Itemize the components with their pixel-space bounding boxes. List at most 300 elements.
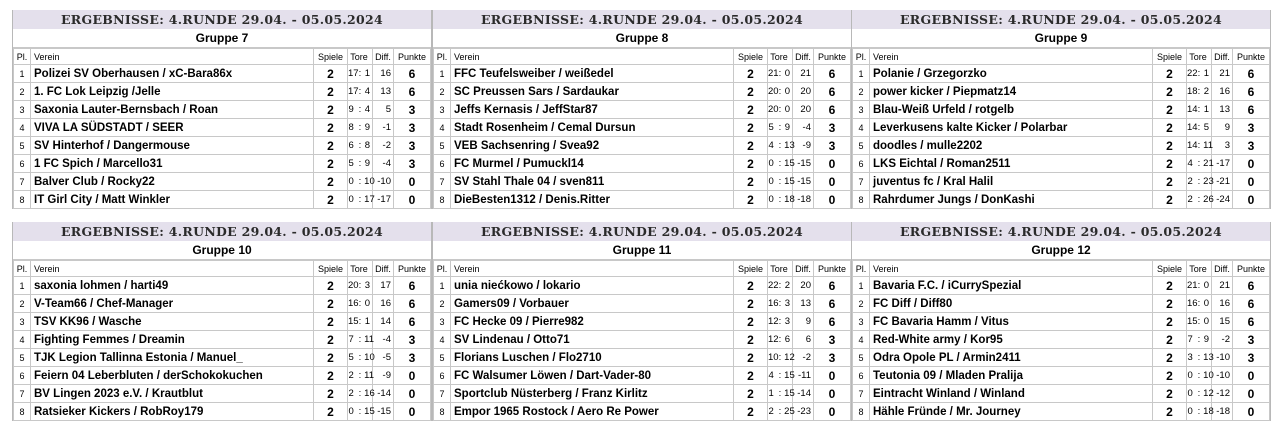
- points-cell: 3: [394, 101, 431, 119]
- goals-for: 15: [1187, 313, 1195, 331]
- team-name: Ratsieker Kickers / RobRoy179: [31, 403, 314, 421]
- games-cell: 2: [734, 137, 768, 155]
- goals-separator: :: [776, 313, 784, 331]
- goals-separator: :: [776, 331, 784, 349]
- goals-for: 12: [768, 331, 776, 349]
- goals-for: 22: [1187, 65, 1195, 83]
- table-row: [434, 83, 851, 101]
- goals-against: 16: [364, 385, 372, 403]
- rank-cell: 8: [434, 191, 451, 209]
- goals-for: 21: [768, 65, 776, 83]
- team-name: 1 FC Spich / Marcello31: [31, 155, 314, 173]
- rank-cell: 8: [14, 403, 31, 421]
- team-name: BV Lingen 2023 e.V. / Krautblut: [31, 385, 314, 403]
- goals-for: 1: [768, 385, 776, 403]
- table-row: [434, 65, 851, 83]
- rank-cell: 4: [853, 331, 870, 349]
- points-cell: 3: [814, 349, 851, 367]
- games-cell: 2: [1153, 101, 1187, 119]
- games-cell: 2: [734, 155, 768, 173]
- diff-cell: 14: [373, 313, 394, 331]
- points-cell: 0: [814, 155, 851, 173]
- col-punkte: Punkte: [814, 261, 851, 277]
- goals-against: 5: [1203, 119, 1211, 137]
- team-name: 1. FC Lok Leipzig /Jelle: [31, 83, 314, 101]
- goals-separator: :: [776, 155, 784, 173]
- diff-cell: -24: [1212, 191, 1233, 209]
- column-header-row: [853, 49, 1270, 65]
- goals-against: 15: [784, 385, 792, 403]
- diff-cell: 6: [793, 331, 814, 349]
- team-name: Polanie / Grzegorzko: [870, 65, 1153, 83]
- goals-for: 0: [1187, 367, 1195, 385]
- goals-separator: :: [1195, 367, 1203, 385]
- points-cell: 6: [814, 83, 851, 101]
- diff-cell: -10: [1212, 367, 1233, 385]
- games-cell: 2: [314, 349, 348, 367]
- standings-table: [13, 260, 431, 421]
- goals-against: 21: [1203, 155, 1211, 173]
- rank-cell: 8: [853, 191, 870, 209]
- col-diff: Diff.: [793, 49, 814, 65]
- goals-for: 10: [768, 349, 776, 367]
- results-header: ERGEBNISSE: 4.RUNDE 29.04. - 05.05.2024: [433, 10, 851, 30]
- goals-separator: :: [1195, 155, 1203, 173]
- goals-against: 2: [1203, 83, 1211, 101]
- points-cell: 0: [1233, 385, 1270, 403]
- table-row: [853, 295, 1270, 313]
- games-cell: 2: [1153, 137, 1187, 155]
- table-row: [853, 137, 1270, 155]
- table-row: [853, 65, 1270, 83]
- diff-cell: -12: [1212, 385, 1233, 403]
- goals-separator: :: [356, 137, 364, 155]
- goals-against: 3: [364, 277, 372, 295]
- table-row: [434, 119, 851, 137]
- games-cell: 2: [1153, 191, 1187, 209]
- games-cell: 2: [314, 403, 348, 421]
- goals-for: 20: [768, 83, 776, 101]
- goals-separator: :: [776, 367, 784, 385]
- team-name: FC Diff / Diff80: [870, 295, 1153, 313]
- diff-cell: 16: [1212, 83, 1233, 101]
- goals-for: 4: [1187, 155, 1195, 173]
- goals-separator: :: [776, 173, 784, 191]
- points-cell: 0: [394, 191, 431, 209]
- rank-cell: 1: [434, 277, 451, 295]
- col-spiele: Spiele: [314, 261, 348, 277]
- goals-separator: :: [1195, 119, 1203, 137]
- group-panel: [851, 222, 1271, 421]
- team-name: saxonia lohmen / harti49: [31, 277, 314, 295]
- games-cell: 2: [1153, 65, 1187, 83]
- goals-against: 11: [364, 367, 372, 385]
- rank-cell: 2: [434, 83, 451, 101]
- diff-cell: 3: [1212, 137, 1233, 155]
- games-cell: 2: [1153, 83, 1187, 101]
- team-name: juventus fc / Kral Halil: [870, 173, 1153, 191]
- points-cell: 6: [1233, 313, 1270, 331]
- team-name: Stadt Rosenheim / Cemal Dursun: [451, 119, 734, 137]
- rank-cell: 3: [14, 313, 31, 331]
- column-header-row: [14, 49, 431, 65]
- goals-for: 16: [1187, 295, 1195, 313]
- table-row: [434, 173, 851, 191]
- col-diff: Diff.: [373, 261, 394, 277]
- col-verein: Verein: [870, 49, 1153, 65]
- table-row: [434, 295, 851, 313]
- rank-cell: 8: [853, 403, 870, 421]
- goals-against: 12: [1203, 385, 1211, 403]
- table-row: [14, 277, 431, 295]
- points-cell: 6: [814, 295, 851, 313]
- diff-cell: 5: [373, 101, 394, 119]
- table-row: [434, 331, 851, 349]
- games-cell: 2: [734, 277, 768, 295]
- goals-for: 0: [348, 173, 356, 191]
- group-panel: [432, 222, 852, 421]
- goals-for: 21: [1187, 277, 1195, 295]
- table-row: [434, 137, 851, 155]
- diff-cell: 16: [373, 295, 394, 313]
- games-cell: 2: [734, 331, 768, 349]
- goals-against: 4: [364, 101, 372, 119]
- rank-cell: 7: [853, 173, 870, 191]
- diff-cell: -21: [1212, 173, 1233, 191]
- col-pl: Pl.: [853, 49, 870, 65]
- games-cell: 2: [1153, 385, 1187, 403]
- diff-cell: -10: [373, 173, 394, 191]
- rank-cell: 7: [434, 173, 451, 191]
- goals-against: 6: [784, 331, 792, 349]
- goals-separator: :: [1195, 101, 1203, 119]
- games-cell: 2: [314, 295, 348, 313]
- diff-cell: -2: [793, 349, 814, 367]
- goals-separator: :: [1195, 65, 1203, 83]
- col-punkte: Punkte: [394, 49, 431, 65]
- group-title: Gruppe 11: [433, 242, 851, 260]
- goals-for: 0: [768, 155, 776, 173]
- goals-against: 26: [1203, 191, 1211, 209]
- rank-cell: 5: [434, 349, 451, 367]
- diff-cell: -15: [793, 155, 814, 173]
- goals-against: 0: [784, 65, 792, 83]
- group-title: Gruppe 12: [852, 242, 1270, 260]
- goals-against: 11: [1203, 137, 1211, 155]
- games-cell: 2: [1153, 119, 1187, 137]
- goals-against: 9: [364, 155, 372, 173]
- rank-cell: 3: [853, 313, 870, 331]
- games-cell: 2: [734, 101, 768, 119]
- goals-against: 15: [784, 367, 792, 385]
- rank-cell: 7: [14, 385, 31, 403]
- goals-against: 10: [364, 349, 372, 367]
- goals-separator: :: [356, 155, 364, 173]
- goals-against: 23: [1203, 173, 1211, 191]
- col-verein: Verein: [870, 261, 1153, 277]
- col-spiele: Spiele: [734, 49, 768, 65]
- team-name: Hähle Fründe / Mr. Journey: [870, 403, 1153, 421]
- goals-separator: :: [356, 313, 364, 331]
- rank-cell: 8: [14, 191, 31, 209]
- goals-against: 15: [364, 403, 372, 421]
- team-name: V-Team66 / Chef-Manager: [31, 295, 314, 313]
- group-title: Gruppe 10: [13, 242, 431, 260]
- team-name: Eintracht Winland / Winland: [870, 385, 1153, 403]
- goals-separator: :: [776, 295, 784, 313]
- table-row: [853, 191, 1270, 209]
- goals-for: 7: [1187, 331, 1195, 349]
- games-cell: 2: [314, 137, 348, 155]
- points-cell: 6: [1233, 65, 1270, 83]
- table-row: [14, 403, 431, 421]
- goals-separator: :: [1195, 313, 1203, 331]
- goals-separator: :: [1195, 83, 1203, 101]
- diff-cell: 13: [1212, 101, 1233, 119]
- games-cell: 2: [734, 173, 768, 191]
- diff-cell: -17: [1212, 155, 1233, 173]
- goals-against: 13: [1203, 349, 1211, 367]
- table-row: [853, 155, 1270, 173]
- standings-table: [433, 48, 851, 209]
- rank-cell: 6: [853, 367, 870, 385]
- points-cell: 0: [394, 173, 431, 191]
- goals-against: 1: [1203, 65, 1211, 83]
- team-name: Rahrdumer Jungs / DonKashi: [870, 191, 1153, 209]
- goals-for: 14: [1187, 137, 1195, 155]
- points-cell: 6: [814, 101, 851, 119]
- col-pl: Pl.: [14, 261, 31, 277]
- table-row: [434, 385, 851, 403]
- diff-cell: -10: [1212, 349, 1233, 367]
- col-diff: Diff.: [1212, 261, 1233, 277]
- diff-cell: -4: [373, 331, 394, 349]
- table-row: [853, 403, 1270, 421]
- goals-for: 16: [768, 295, 776, 313]
- games-cell: 2: [734, 403, 768, 421]
- diff-cell: 21: [1212, 277, 1233, 295]
- table-row: [434, 403, 851, 421]
- points-cell: 3: [1233, 331, 1270, 349]
- goals-separator: :: [1195, 173, 1203, 191]
- points-cell: 0: [814, 403, 851, 421]
- rank-cell: 2: [14, 295, 31, 313]
- team-name: Gamers09 / Vorbauer: [451, 295, 734, 313]
- goals-for: 4: [768, 137, 776, 155]
- col-pl: Pl.: [434, 49, 451, 65]
- games-cell: 2: [314, 331, 348, 349]
- column-header-row: [853, 261, 1270, 277]
- games-cell: 2: [1153, 367, 1187, 385]
- diff-cell: 13: [793, 295, 814, 313]
- points-cell: 0: [814, 191, 851, 209]
- table-row: [14, 385, 431, 403]
- team-name: doodles / mulle2202: [870, 137, 1153, 155]
- rank-cell: 5: [14, 137, 31, 155]
- goals-against: 17: [364, 191, 372, 209]
- group-title: Gruppe 9: [852, 30, 1270, 48]
- goals-against: 10: [364, 173, 372, 191]
- column-header-row: [434, 261, 851, 277]
- results-header: ERGEBNISSE: 4.RUNDE 29.04. - 05.05.2024: [13, 222, 431, 242]
- goals-for: 2: [1187, 191, 1195, 209]
- diff-cell: -2: [373, 137, 394, 155]
- goals-for: 5: [348, 155, 356, 173]
- diff-cell: 20: [793, 101, 814, 119]
- games-cell: 2: [314, 385, 348, 403]
- goals-for: 2: [348, 367, 356, 385]
- team-name: Blau-Weiß Urfeld / rotgelb: [870, 101, 1153, 119]
- rank-cell: 7: [14, 173, 31, 191]
- rank-cell: 4: [434, 119, 451, 137]
- column-header-row: [434, 49, 851, 65]
- diff-cell: 15: [1212, 313, 1233, 331]
- goals-separator: :: [356, 173, 364, 191]
- goals-for: 15: [348, 313, 356, 331]
- team-name: Jeffs Kernasis / JeffStar87: [451, 101, 734, 119]
- points-cell: 6: [394, 83, 431, 101]
- team-name: SV Lindenau / Otto71: [451, 331, 734, 349]
- rank-cell: 1: [14, 65, 31, 83]
- col-punkte: Punkte: [814, 49, 851, 65]
- rank-cell: 6: [14, 155, 31, 173]
- games-cell: 2: [734, 83, 768, 101]
- games-cell: 2: [314, 83, 348, 101]
- standings-table: [852, 260, 1270, 421]
- goals-against: 0: [784, 83, 792, 101]
- goals-separator: :: [1195, 191, 1203, 209]
- goals-against: 8: [364, 137, 372, 155]
- team-name: Balver Club / Rocky22: [31, 173, 314, 191]
- rank-cell: 2: [853, 83, 870, 101]
- games-cell: 2: [1153, 155, 1187, 173]
- goals-for: 2: [1187, 173, 1195, 191]
- games-cell: 2: [314, 65, 348, 83]
- goals-separator: :: [1195, 295, 1203, 313]
- goals-for: 14: [1187, 119, 1195, 137]
- rank-cell: 5: [853, 137, 870, 155]
- goals-separator: :: [1195, 349, 1203, 367]
- diff-cell: 9: [793, 313, 814, 331]
- points-cell: 6: [394, 277, 431, 295]
- team-name: FC Hecke 09 / Pierre982: [451, 313, 734, 331]
- diff-cell: -18: [793, 191, 814, 209]
- table-row: [14, 155, 431, 173]
- diff-cell: 21: [1212, 65, 1233, 83]
- rank-cell: 2: [853, 295, 870, 313]
- col-verein: Verein: [31, 261, 314, 277]
- team-name: SV Hinterhof / Dangermouse: [31, 137, 314, 155]
- goals-for: 8: [348, 119, 356, 137]
- rank-cell: 5: [14, 349, 31, 367]
- col-pl: Pl.: [853, 261, 870, 277]
- team-name: SV Stahl Thale 04 / sven811: [451, 173, 734, 191]
- games-cell: 2: [1153, 403, 1187, 421]
- rank-cell: 1: [434, 65, 451, 83]
- table-row: [853, 331, 1270, 349]
- team-name: VIVA LA SÜDSTADT / SEER: [31, 119, 314, 137]
- rank-cell: 3: [14, 101, 31, 119]
- goals-against: 1: [364, 313, 372, 331]
- goals-against: 15: [784, 155, 792, 173]
- table-row: [434, 313, 851, 331]
- rank-cell: 4: [434, 331, 451, 349]
- table-row: [434, 101, 851, 119]
- rank-cell: 5: [853, 349, 870, 367]
- points-cell: 0: [814, 367, 851, 385]
- games-cell: 2: [314, 367, 348, 385]
- points-cell: 6: [1233, 101, 1270, 119]
- points-cell: 6: [394, 295, 431, 313]
- team-name: Bavaria F.C. / iCurrySpezial: [870, 277, 1153, 295]
- table-row: [14, 173, 431, 191]
- goals-for: 22: [768, 277, 776, 295]
- rank-cell: 8: [434, 403, 451, 421]
- diff-cell: -14: [793, 385, 814, 403]
- points-cell: 3: [814, 137, 851, 155]
- team-name: VEB Sachsenring / Svea92: [451, 137, 734, 155]
- diff-cell: 13: [373, 83, 394, 101]
- team-name: Sportclub Nüsterberg / Franz Kirlitz: [451, 385, 734, 403]
- goals-for: 16: [348, 295, 356, 313]
- games-cell: 2: [734, 191, 768, 209]
- goals-separator: :: [776, 65, 784, 83]
- standings-table: [13, 48, 431, 209]
- rank-cell: 1: [14, 277, 31, 295]
- games-cell: 2: [314, 173, 348, 191]
- diff-cell: -23: [793, 403, 814, 421]
- goals-separator: :: [776, 119, 784, 137]
- diff-cell: 16: [1212, 295, 1233, 313]
- col-tore: Tore: [1187, 49, 1212, 65]
- col-tore: Tore: [768, 261, 793, 277]
- goals-against: 0: [1203, 313, 1211, 331]
- team-name: Florians Luschen / Flo2710: [451, 349, 734, 367]
- results-header: ERGEBNISSE: 4.RUNDE 29.04. - 05.05.2024: [13, 10, 431, 30]
- table-row: [853, 277, 1270, 295]
- rank-cell: 2: [14, 83, 31, 101]
- table-row: [14, 191, 431, 209]
- goals-separator: :: [356, 83, 364, 101]
- team-name: DieBesten1312 / Denis.Ritter: [451, 191, 734, 209]
- team-name: Feiern 04 Leberbluten / derSchokokuchen: [31, 367, 314, 385]
- team-name: FC Bavaria Hamm / Vitus: [870, 313, 1153, 331]
- games-cell: 2: [314, 313, 348, 331]
- points-cell: 0: [394, 403, 431, 421]
- points-cell: 6: [814, 277, 851, 295]
- goals-for: 4: [768, 367, 776, 385]
- goals-for: 17: [348, 65, 356, 83]
- team-name: FC Walsumer Löwen / Dart-Vader-80: [451, 367, 734, 385]
- diff-cell: -1: [373, 119, 394, 137]
- points-cell: 6: [1233, 83, 1270, 101]
- rank-cell: 7: [853, 385, 870, 403]
- games-cell: 2: [1153, 277, 1187, 295]
- goals-against: 25: [784, 403, 792, 421]
- col-punkte: Punkte: [1233, 49, 1270, 65]
- goals-separator: :: [776, 101, 784, 119]
- points-cell: 3: [394, 119, 431, 137]
- diff-cell: 20: [793, 83, 814, 101]
- diff-cell: -17: [373, 191, 394, 209]
- diff-cell: -14: [373, 385, 394, 403]
- table-row: [434, 367, 851, 385]
- team-name: Odra Opole PL / Armin2411: [870, 349, 1153, 367]
- goals-against: 0: [784, 101, 792, 119]
- goals-against: 11: [364, 331, 372, 349]
- goals-separator: :: [356, 191, 364, 209]
- goals-separator: :: [356, 349, 364, 367]
